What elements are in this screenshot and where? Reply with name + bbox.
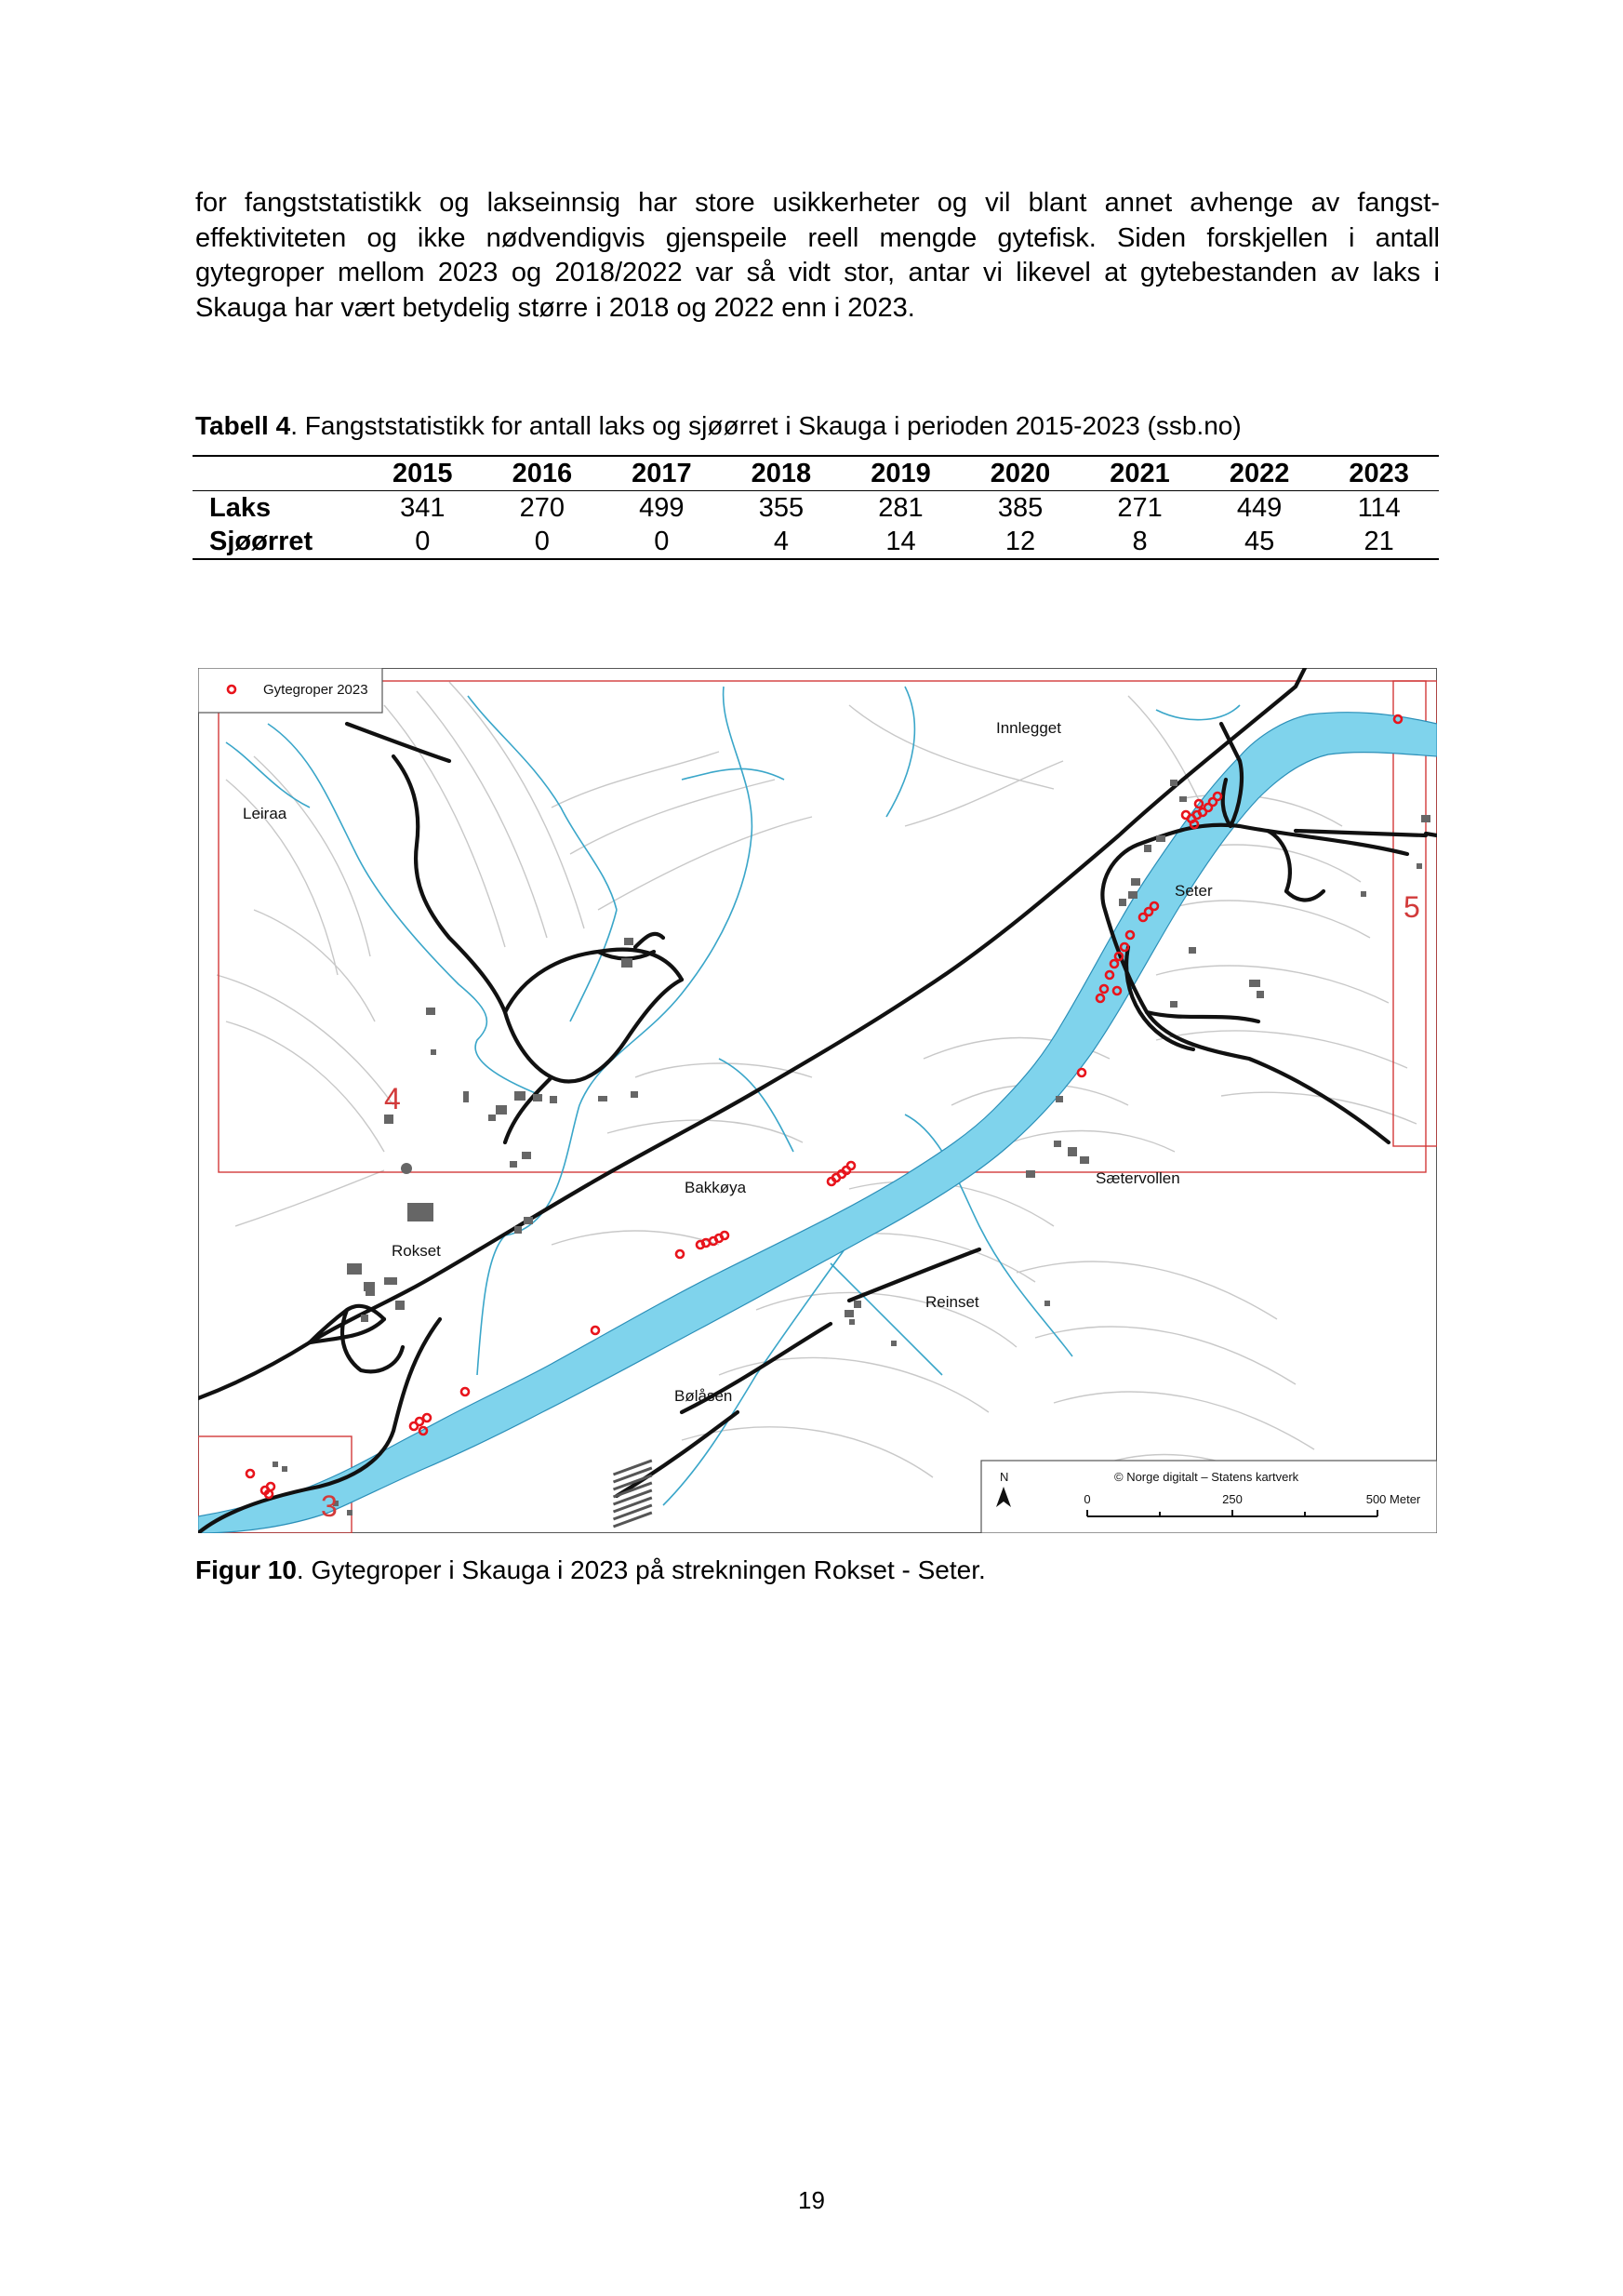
table-cell: 385	[997, 492, 1044, 523]
year-header: 2023	[1349, 458, 1409, 488]
map-credit: © Norge digitalt – Statens kartverk	[1114, 1470, 1299, 1484]
paragraph-line: effektiviteten og ikke nødvendigvis gjenspeile reell mengde gytefisk. Siden forskjellen i antall	[195, 222, 1440, 253]
scale-tick-250: 250	[1222, 1492, 1243, 1506]
section-label-5: 5	[1403, 890, 1420, 924]
figure-caption-label: Figur 10	[195, 1555, 297, 1584]
year-header: 2021	[1110, 458, 1170, 488]
catch-statistics-table	[193, 455, 1439, 560]
table-cell: 355	[758, 492, 805, 523]
year-header: 2018	[751, 458, 812, 488]
table-caption	[195, 411, 1242, 441]
table-cell: 45	[1244, 526, 1275, 556]
table-header-row	[193, 456, 1439, 491]
map-legend	[198, 668, 382, 713]
table-cell: 281	[878, 492, 924, 523]
place-label-bolasen: Bølåsen	[674, 1387, 733, 1405]
map-scalebar-box	[981, 1461, 1437, 1533]
section-label-4: 4	[384, 1082, 401, 1115]
table-cell: 270	[519, 492, 565, 523]
year-header: 2019	[871, 458, 931, 488]
place-label-leiraa: Leiraa	[243, 805, 287, 822]
table-cell: 341	[400, 492, 446, 523]
building-dot	[401, 1163, 412, 1174]
table-caption-text: . Fangststatistikk for antall laks og sjøørret i Skauga i perioden 2015-2023 (ssb.no)	[290, 411, 1242, 440]
row-label: Sjøørret	[209, 526, 313, 556]
table-cell: 114	[1357, 492, 1401, 523]
table-cell: 21	[1364, 526, 1394, 556]
figure-caption	[195, 1555, 986, 1585]
year-header: 2016	[512, 458, 573, 488]
table-cell: 499	[639, 492, 685, 523]
scale-tick-500: 500 Meter	[1365, 1492, 1421, 1506]
paragraph-line: for fangststatistikk og lakseinnsig har store usikkerheter og vil blant annet avhenge av fangst-	[195, 188, 1440, 218]
scale-tick-0: 0	[1084, 1492, 1091, 1506]
place-label-innlegget: Innlegget	[996, 719, 1061, 737]
body-paragraph	[195, 186, 1440, 326]
place-label-rokset: Rokset	[392, 1242, 441, 1260]
table-cell: 12	[1004, 526, 1036, 556]
table-caption-label: Tabell 4	[195, 411, 291, 440]
table-cell: 14	[885, 526, 916, 556]
header-corner-cell	[193, 456, 363, 491]
table-row	[193, 525, 1439, 559]
table-cell: 0	[534, 526, 550, 556]
table-row	[193, 491, 1439, 526]
page-number: 19	[798, 2186, 825, 2214]
place-label-seter: Seter	[1175, 882, 1213, 900]
legend-label: Gytegroper 2023	[263, 682, 368, 698]
paragraph-line: Skauga har vært betydelig større i 2018 og 2022 enn i 2023.	[195, 292, 915, 323]
table-cell: 0	[415, 526, 431, 556]
table-cell: 8	[1132, 526, 1148, 556]
place-label-reinset: Reinset	[925, 1293, 979, 1311]
year-header: 2022	[1229, 458, 1290, 488]
place-label-bakkoya: Bakkøya	[685, 1179, 747, 1196]
spawning-map	[198, 668, 1437, 1533]
figure-caption-text: . Gytegroper i Skauga i 2023 på strekningen Rokset - Seter.	[296, 1555, 986, 1584]
year-header: 2020	[990, 458, 1051, 488]
year-header: 2017	[632, 458, 692, 488]
paragraph-line: gytegroper mellom 2023 og 2018/2022 var så vidt stor, antar vi likevel at gytebestanden av laks i	[195, 258, 1440, 287]
spawning-map-figure	[198, 668, 1437, 1533]
year-header: 2015	[392, 458, 453, 488]
place-label-saetervollen: Sætervollen	[1096, 1169, 1180, 1187]
table-cell: 271	[1117, 492, 1163, 523]
table-cell: 4	[773, 526, 789, 556]
section-label-3: 3	[321, 1489, 338, 1523]
table-cell: 449	[1236, 492, 1283, 523]
row-label: Laks	[209, 492, 272, 523]
north-label: N	[1000, 1470, 1009, 1484]
table-cell: 0	[654, 526, 670, 556]
